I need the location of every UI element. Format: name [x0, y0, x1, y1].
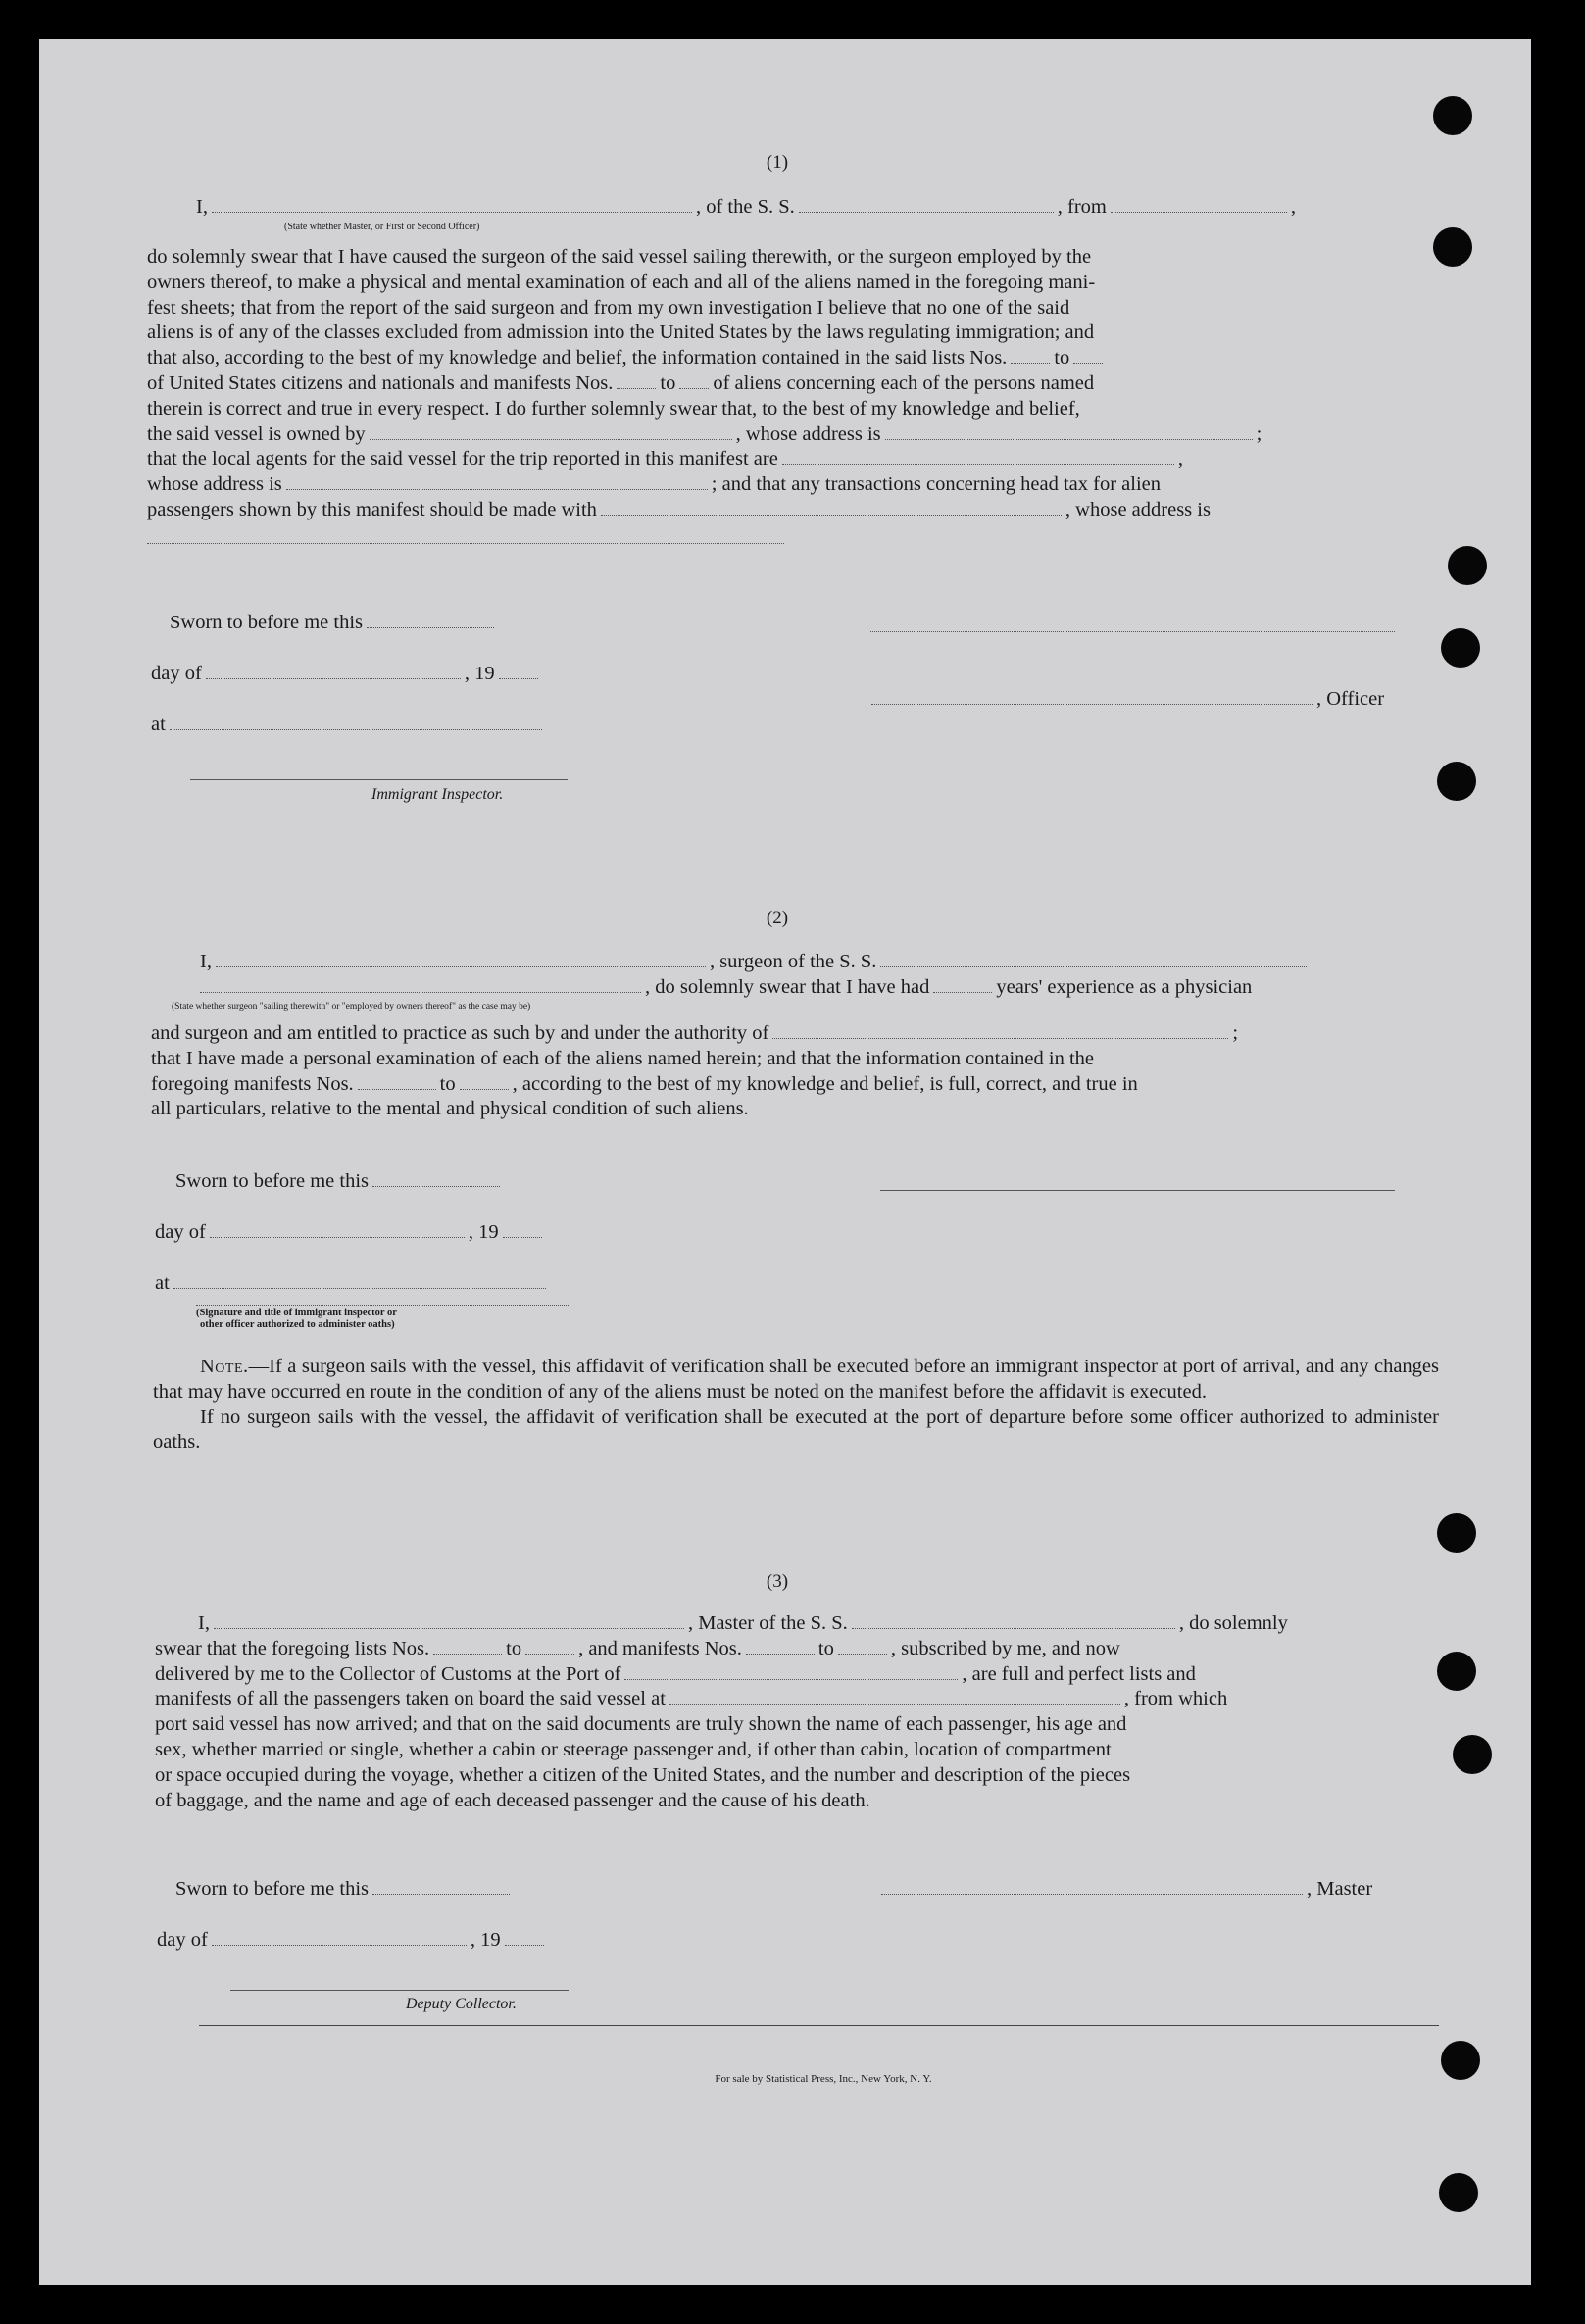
binder-hole [1441, 2041, 1480, 2080]
section-2-number: (2) [766, 908, 789, 928]
footer-printer: For sale by Statistical Press, Inc., New York, N. Y. [715, 2073, 932, 2085]
section-2-note: Note.—If a surgeon sails with the vessel, this affidavit of verification shall be executed before an immigrant inspector at port of arrival, and any changes that may have occurred en route in the condition of any of the aliens must be noted on the manifest before the affidavit is executed. If no surgeon sails with the vessel, the affidavit of verification shall be executed at the port of departure before some officer authorized to administer oaths. [153, 1356, 1439, 1454]
inspector-signature-line [190, 779, 568, 780]
section-3-body: I, , Master of the S. S. , do solemnly swear that the foregoing lists Nos. to , and manifests Nos. to , subscribed by me, and now delivered by me to the Collector of Customs at the Port of , are full and perfect lists and manifests of all the passengers taken on board the said vessel at , from which port said vessel has now arrived; and that on the said documents are truly shown the name of each passenger, his age and sex, whether married or single, whether a cabin or steerage passenger and, if other than cabin, location of compartment or space occupied during the voyage, whether a citizen of the United States, and the number and description of the pieces of baggage, and the name and age of each deceased passenger and the cause of his death. [155, 1612, 1288, 1811]
binder-hole [1448, 546, 1487, 585]
section-2-state-note: (State whether surgeon "sailing therewith" or "employed by owners thereof" as the case may be) [172, 1002, 531, 1012]
section-1-caption: Immigrant Inspector. [371, 786, 504, 803]
officer-signature-line [196, 1305, 569, 1306]
section-3-day-of: day of , 19 [157, 1929, 548, 1952]
section-1-number: (1) [766, 152, 789, 173]
section-2-sworn: Sworn to before me this [175, 1170, 504, 1193]
section-3-caption: Deputy Collector. [406, 1996, 517, 2012]
section-1-officer: , Officer [867, 688, 1384, 711]
binder-hole [1453, 1735, 1492, 1774]
section-1-sworn: Sworn to before me this [170, 612, 498, 634]
binder-hole [1433, 96, 1472, 135]
section-2-caption: (Signature and title of immigrant inspector or other officer authorized to administer oaths) [196, 1308, 397, 1330]
section-2-line-1: I, , surgeon of the S. S. [200, 951, 1311, 973]
section-1-at: at [151, 714, 546, 736]
binder-hole [1433, 227, 1472, 267]
section-1-header-line: I, , of the S. S. , from , [196, 196, 1296, 218]
signature-line [870, 631, 1395, 632]
section-3-master: , Master [877, 1878, 1372, 1901]
section-3-sworn: Sworn to before me this [175, 1878, 514, 1901]
section-2-at: at [155, 1272, 550, 1295]
section-2-body: and surgeon and am entitled to practice as such by and under the authority of ; that I have made a personal examination of each of the aliens named herein; and that the information contained in the foregoing manifests Nos. to , according to the best of my knowledge and belief, is full, correct, and true in all particulars, relative to the mental and physical condition of such aliens. [151, 1022, 1239, 1120]
section-1-state-note: (State whether Master, or First or Second Officer) [284, 222, 480, 232]
section-2-line-2: , do solemnly swear that I have had years' experience as a physician [196, 976, 1252, 999]
form-page [39, 39, 1531, 2285]
address-line [147, 543, 784, 544]
binder-hole [1437, 1513, 1476, 1553]
section-3-number: (3) [766, 1571, 789, 1592]
binder-hole [1441, 628, 1480, 668]
collector-signature-line [230, 1990, 569, 1991]
binder-hole [1439, 2173, 1478, 2212]
section-1-day-of: day of , 19 [151, 663, 542, 685]
section-1-body: do solemnly swear that I have caused the surgeon of the said vessel sailing therewith, or the surgeon employed by the owners thereof, to make a physical and mental examination of each and all of the aliens named in the foregoing mani- fest sheets; that from the report of the said surgeon and from my own investigation I believe that no one of the said aliens is of any of the classes excluded from admission into the United States by the laws regulating immigration; and that also, according to the best of my knowledge and belief, the information contained in the said lists Nos. to of United States citizens and nationals and manifests Nos. to of aliens concerning each of the persons named therein is correct and true in every respect. I do further solemnly swear that, to the best of my knowledge and belief, the said vessel is owned by , whose address is ; that the local agents for the said vessel for the trip reported in this manifest are , whose address is ; and that any transactions concerning head tax for alien passengers shown by this manifest should be made with , whose address is [147, 246, 1263, 520]
surgeon-signature-line [880, 1190, 1395, 1191]
binder-hole [1437, 1652, 1476, 1691]
footer-rule [199, 2025, 1439, 2026]
binder-hole [1437, 762, 1476, 801]
section-2-day-of: day of , 19 [155, 1221, 546, 1244]
